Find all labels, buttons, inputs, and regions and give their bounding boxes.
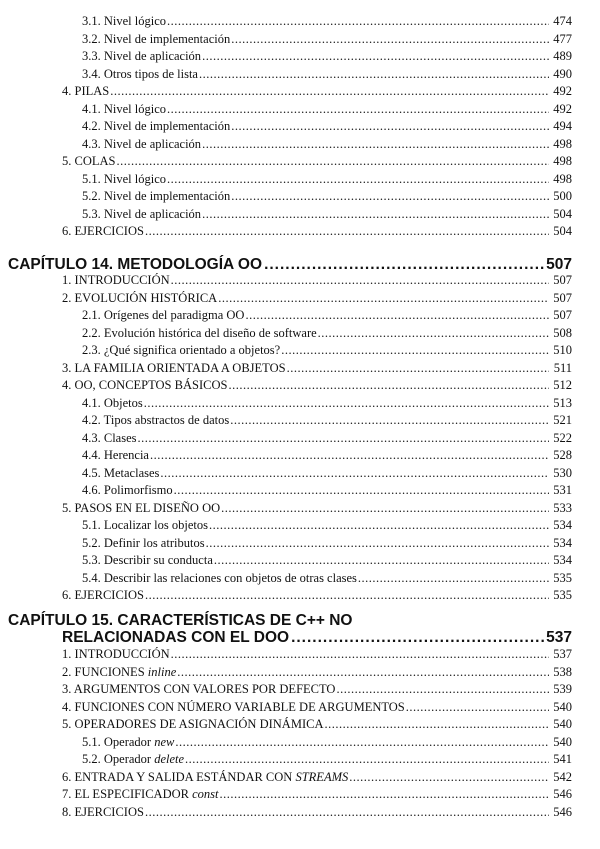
toc-page-number: 507 [553,308,572,322]
toc-entry-label [82,207,201,222]
dot-leader [174,483,549,498]
toc-page-number: 534 [553,518,572,532]
dot-leader [202,137,549,152]
toc-entry-label [62,501,220,516]
dot-leader [145,805,549,820]
chapter-heading[interactable] [8,256,572,274]
toc-page-number: 538 [553,664,572,679]
toc-page-number: 540 [553,717,572,731]
dot-leader [144,396,549,411]
toc-entry[interactable] [62,361,572,376]
toc-page-number: 489 [553,49,572,63]
toc-entry-text: 4.5. Metaclases [82,465,160,480]
toc-entry[interactable] [82,735,572,750]
toc-entry-text: 5.2. Nivel de implementación [82,189,231,203]
toc-entry[interactable] [82,207,572,222]
dot-leader [336,682,549,697]
toc-entry-label [82,553,213,568]
toc-entry-text: 5. OPERADORES DE ASIGNACIÓN DINÁMICA [62,717,324,731]
toc-entry-label [62,154,115,169]
toc-entry-text: 2.1. Orígenes del paradigma OO [82,308,245,322]
toc-entry-text: 8. EJERCICIOS [62,804,144,819]
toc-entry-text: 4.3. Clases [82,430,137,445]
dot-leader [228,378,549,393]
toc-entry-label [82,466,159,481]
toc-page-number: 511 [553,360,572,375]
dot-leader [185,752,549,767]
toc-page-number: 546 [553,804,572,819]
dot-leader [138,431,549,446]
toc-entry[interactable] [82,431,572,446]
toc-entry-label [82,448,149,463]
dot-leader [230,413,549,428]
toc-entry-label [82,752,184,767]
dot-leader [231,32,549,47]
dot-leader [177,665,549,680]
dot-leader [220,787,550,802]
toc-entry[interactable] [82,137,572,152]
toc-entry[interactable] [82,343,572,358]
toc-entry-text: 5.3. Nivel de aplicación [82,206,202,221]
toc-page-number: 498 [553,136,572,151]
dot-leader [264,256,544,274]
toc-entry[interactable] [62,770,572,785]
toc-entry[interactable] [82,483,572,498]
toc-entry[interactable] [82,32,572,47]
dot-leader [206,536,549,551]
toc-page-number: 535 [553,570,572,585]
toc-entry-label [82,189,230,204]
toc-entry-text: 2.2. Evolución histórica del diseño de software [82,325,317,340]
toc-entry-text: 5.1. Nivel lógico [82,171,167,186]
toc-page-number: 534 [553,553,572,567]
dot-leader [281,343,549,358]
toc-entry-label [62,770,348,785]
toc-page-number: 535 [553,588,572,602]
toc-entry-text: 3. ARGUMENTOS CON VALORES POR DEFECTO [62,682,336,696]
dot-leader [214,553,549,568]
toc-entry-text: 3.3. Nivel de aplicación [82,49,202,63]
chapter-page-number: 537 [546,629,572,646]
toc-entry-text: 5.1. Operador [82,734,155,749]
toc-page-number: 474 [553,14,572,28]
toc-entry-label [82,172,166,187]
toc-entry[interactable] [62,154,572,169]
toc-entry-italic-term: const [192,787,219,801]
toc-entry[interactable] [82,189,572,204]
toc-page-number: 533 [553,500,572,515]
toc-entry-text: 4.2. Tipos abstractos de datos [82,413,230,427]
toc-entry[interactable] [62,588,572,603]
dot-leader [171,273,549,288]
toc-entry-label [62,588,144,603]
toc-entry-italic-term: delete [154,752,185,766]
toc-entry[interactable] [82,14,572,29]
chapter-heading[interactable] [62,629,572,647]
toc-entry-text: 3.1. Nivel lógico [82,14,167,28]
toc-entry[interactable] [82,119,572,134]
dot-leader [145,588,549,603]
toc-entry-label [62,787,219,802]
toc-entry[interactable] [62,291,572,306]
toc-page-number: 513 [553,395,572,410]
dot-leader [209,518,549,533]
dot-leader [318,326,549,341]
toc-page-number: 512 [553,378,572,392]
toc-entry[interactable] [62,224,572,239]
toc-entry[interactable] [82,49,572,64]
toc-entry-text: 4.6. Polimorfismo [82,483,173,497]
toc-page-number: 477 [553,31,572,46]
toc-entry-label [62,224,144,239]
toc-entry[interactable] [62,378,572,393]
toc-entry-text: 7. EL ESPECIFICADOR [62,787,193,801]
chapter-title-line2: RELACIONADAS CON EL DOO [62,629,290,646]
dot-leader [145,224,549,239]
toc-entry-text: 3.2. Nivel de implementación [82,31,231,46]
toc-page-number: 540 [553,734,572,749]
chapter-title-line1[interactable]: CAPÍTULO 15. CARACTERÍSTICAS DE C++ NO [8,612,353,629]
toc-entry-italic-term: STREAMS [295,769,349,784]
toc-entry-text: 2. FUNCIONES [62,664,148,679]
toc-page-number: 539 [553,682,572,696]
toc-entry-label [62,291,217,306]
toc-entry-label [82,343,280,358]
toc-entry-text: 6. ENTRADA Y SALIDA ESTÁNDAR CON [62,769,296,784]
toc-page-number: 546 [553,787,572,801]
toc-entry[interactable] [82,553,572,568]
chapter-page-number: 507 [546,256,572,273]
toc-entry-label [62,647,170,662]
toc-entry-text: 3. LA FAMILIA ORIENTADA A OBJETOS [62,360,286,375]
toc-entry-label [62,361,286,376]
toc-entry-label [82,396,143,411]
toc-entry[interactable] [82,466,572,481]
toc-page-number: 541 [553,752,572,766]
toc-entry[interactable] [62,805,572,820]
toc-entry-text: 5.2. Operador [82,752,155,766]
toc-page-number: 537 [553,647,572,661]
toc-entry[interactable] [82,172,572,187]
toc-entry-label [62,805,144,820]
toc-entry[interactable] [82,102,572,117]
toc-page-number: 490 [553,66,572,81]
toc-entry-label [62,273,170,288]
toc-entry-italic-term: inline [147,664,177,679]
toc-entry-label [62,665,176,680]
dot-leader [221,501,549,516]
dot-leader [171,647,549,662]
toc-entry-text: 4. OO, CONCEPTOS BÁSICOS [62,378,228,392]
dot-leader [175,735,549,750]
toc-entry[interactable] [82,752,572,767]
toc-entry[interactable] [62,84,572,99]
toc-entry-label [82,119,230,134]
toc-entry-label [82,536,205,551]
toc-page-number: 522 [553,430,572,445]
dot-leader [150,448,549,463]
toc-page-number: 504 [553,206,572,221]
toc-entry-label [82,326,317,341]
toc-entry[interactable] [82,518,572,533]
toc-page-number: 531 [553,483,572,497]
toc-entry-label [82,137,201,152]
toc-entry[interactable] [82,396,572,411]
toc-entry-label [82,49,201,64]
toc-entry-label [62,717,323,732]
dot-leader [406,700,549,715]
dot-leader [245,308,549,323]
toc-page-number: 500 [553,189,572,203]
toc-entry[interactable] [82,326,572,341]
toc-page-number: 492 [553,101,572,116]
toc-page-number: 530 [553,465,572,480]
dot-leader [287,361,549,376]
toc-entry-label [62,700,405,715]
toc-entry-text: 3.4. Otros tipos de lista [82,66,198,81]
toc-entry[interactable] [62,501,572,516]
dot-leader [116,154,549,169]
toc-entry[interactable] [62,717,572,732]
dot-leader [324,717,549,732]
dot-leader [202,207,549,222]
toc-entry-label [62,84,109,99]
toc-entry-text: 1. INTRODUCCIÓN [62,647,170,661]
toc-entry[interactable] [82,67,572,82]
toc-entry-text: 5.4. Describir las relaciones con objetos de otras clases [82,570,357,585]
toc-entry-text: 4.1. Nivel lógico [82,101,167,116]
toc-entry-label [82,571,357,586]
toc-entry[interactable] [82,536,572,551]
toc-entry-label [82,483,173,498]
dot-leader [218,291,549,306]
toc-entry-text: 5.3. Describir su conducta [82,553,213,567]
toc-entry-text: 5.2. Definir los atributos [82,535,205,550]
toc-page-number: 492 [553,84,572,98]
dot-leader [167,102,549,117]
chapter-title: CAPÍTULO 14. METODOLOGÍA OO [8,256,263,273]
toc-entry[interactable] [62,665,572,680]
toc-entry-text: 6. EJERCICIOS [62,588,144,602]
toc-page-number: 510 [553,343,572,357]
toc-entry-text: 1. INTRODUCCIÓN [62,273,170,287]
toc-entry-label [82,14,166,29]
toc-entry[interactable] [82,413,572,428]
toc-page-number: 504 [553,224,572,238]
toc-entry-label [82,431,137,446]
toc-page-number: 542 [553,769,572,784]
toc-entry[interactable] [62,273,572,288]
toc-page-number: 498 [553,154,572,168]
toc-entry-text: 6. EJERCICIOS [62,224,144,238]
toc-entry-text: 4. PILAS [62,84,110,98]
toc-entry[interactable] [62,647,572,662]
toc-page-number: 494 [553,119,572,133]
dot-leader [358,571,549,586]
toc-page-number: 508 [553,325,572,340]
dot-leader [167,172,549,187]
toc-page-number: 521 [553,413,572,427]
dot-leader [110,84,549,99]
toc-entry-label [82,518,208,533]
toc-entry-label [82,413,229,428]
dot-leader [231,119,549,134]
dot-leader [167,14,549,29]
toc-entry-text: 5. COLAS [62,154,116,168]
dot-leader [231,189,549,204]
toc-entry[interactable] [62,682,572,697]
toc-entry[interactable] [82,571,572,586]
toc-entry-italic-term: new [154,734,175,749]
toc-entry-label [82,102,166,117]
dot-leader [349,770,549,785]
toc-entry[interactable] [82,448,572,463]
dot-leader [160,466,549,481]
toc-page-number: 507 [553,290,572,305]
toc-entry[interactable] [62,700,572,715]
toc-entry-text: 2.3. ¿Qué significa orientado a objetos? [82,343,281,357]
toc-entry-text: 4.4. Herencia [82,448,149,462]
toc-entry-label [62,682,335,697]
toc-page-number: 528 [553,448,572,462]
toc-page-number: 507 [553,273,572,287]
toc-entry-label [82,32,230,47]
toc-entry[interactable] [62,787,572,802]
toc-entry-label [82,308,244,323]
toc-entry-text: 4.1. Objetos [82,395,143,410]
toc-page-number: 498 [553,171,572,186]
toc-entry-label [82,67,198,82]
dot-leader [202,49,549,64]
toc-page-number: 540 [553,699,572,714]
toc-entry-text: 4. FUNCIONES CON NÚMERO VARIABLE DE ARGUMENTOS [62,699,405,714]
toc-entry-text: 4.2. Nivel de implementación [82,119,231,133]
dot-leader [291,629,544,647]
toc-entry-text: 4.3. Nivel de aplicación [82,136,202,151]
toc-page-number: 534 [553,535,572,550]
toc-entry-label [82,735,174,750]
toc-entry-text: 5.1. Localizar los objetos [82,518,209,532]
toc-entry-text: 5. PASOS EN EL DISEÑO OO [62,500,221,515]
toc-entry-text: 2. EVOLUCIÓN HISTÓRICA [62,290,218,305]
toc-entry[interactable] [82,308,572,323]
toc-entry-label [62,378,227,393]
dot-leader [199,67,549,82]
